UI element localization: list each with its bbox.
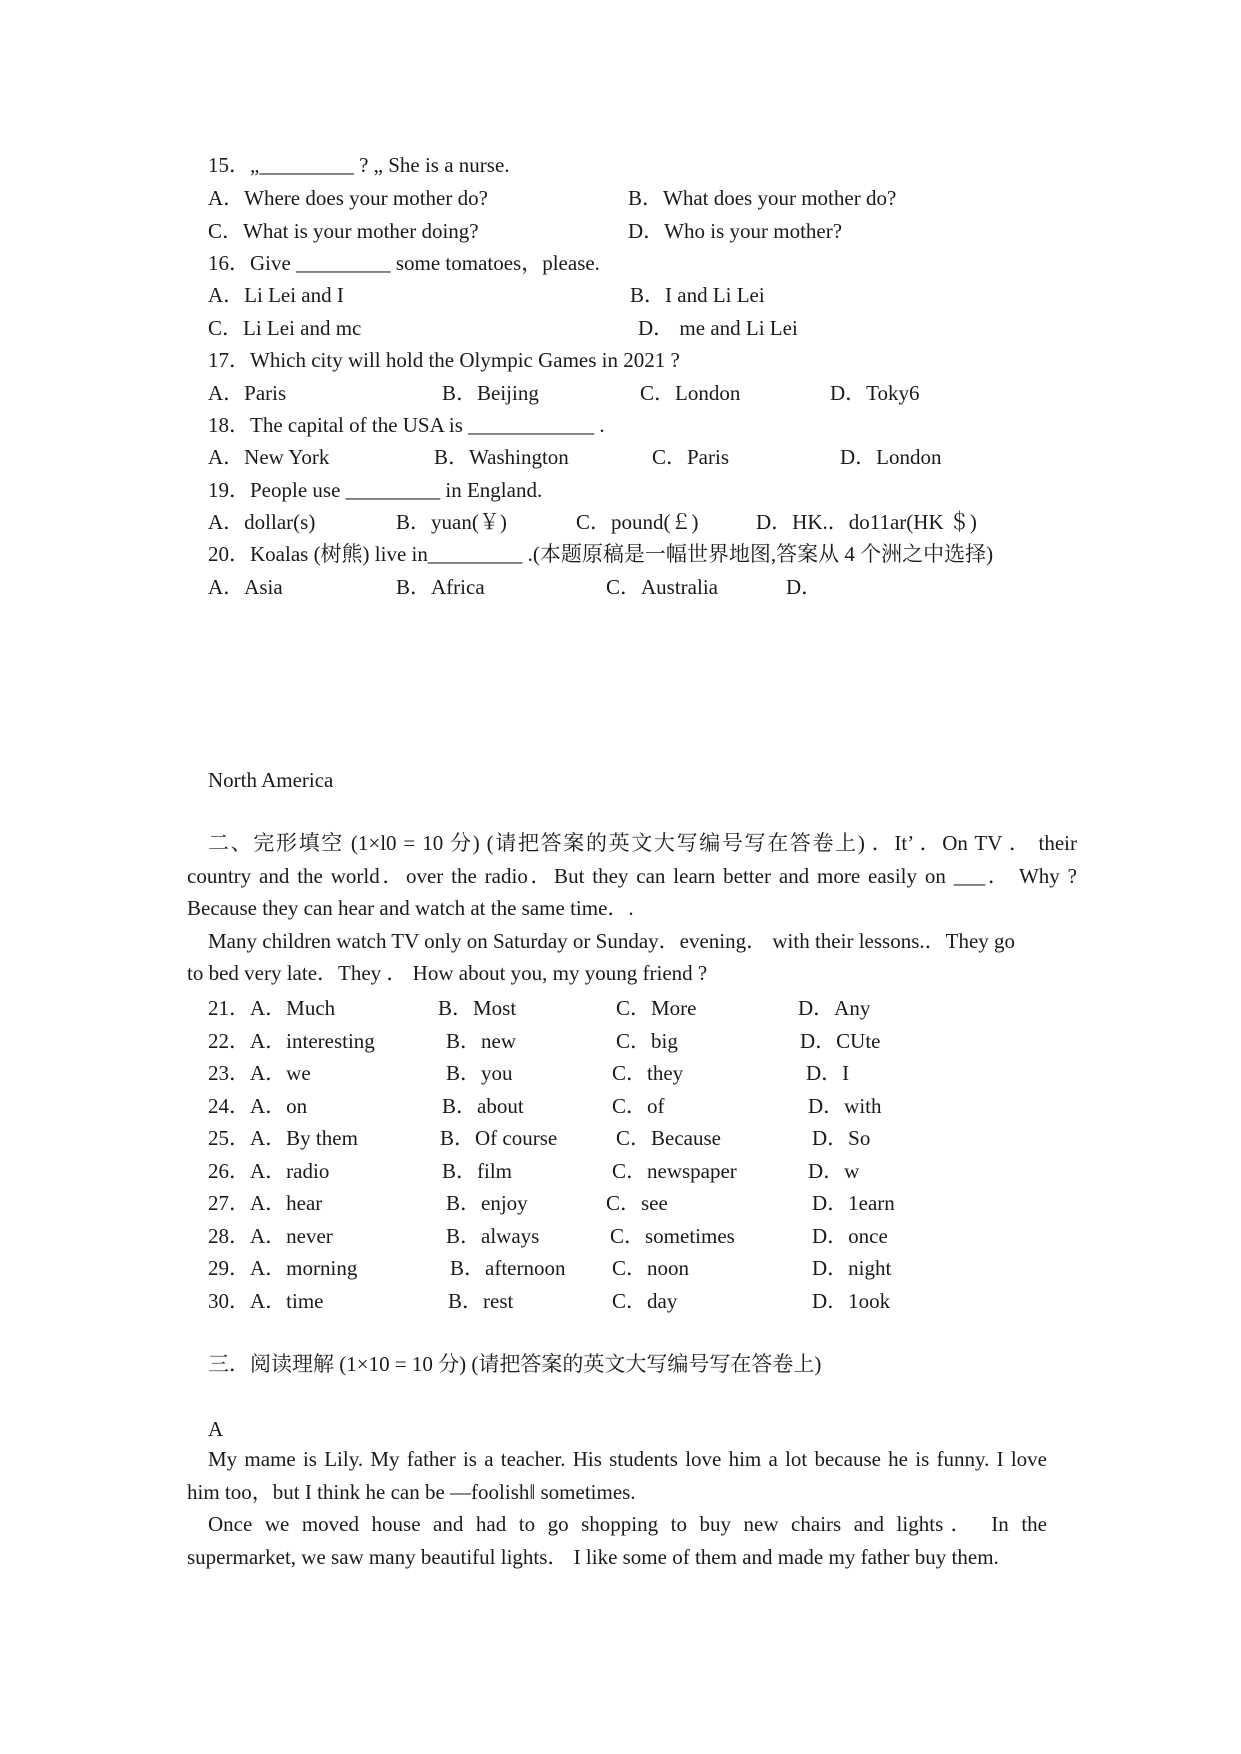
- option-c: C．More: [616, 996, 697, 1020]
- passage-p1-line-2: him too，but I think he can be —foolish‖ sometimes.: [187, 1479, 636, 1504]
- option-a: 26．A．radio: [208, 1159, 330, 1183]
- q19-option-a: A．dollar(s): [208, 510, 316, 534]
- q20-option-c: C．Australia: [606, 575, 718, 599]
- option-b: B．you: [446, 1061, 513, 1085]
- option-d: D．So: [812, 1126, 871, 1150]
- option-b: B．new: [446, 1029, 516, 1053]
- option-c: C．Because: [616, 1126, 721, 1150]
- option-b: B．about: [442, 1094, 524, 1118]
- option-a: 27．A．hear: [208, 1191, 323, 1215]
- q15-stem: 15．„_________ ? „ She is a nurse.: [208, 153, 510, 177]
- q15-option-b: B．What does your mother do?: [628, 186, 897, 210]
- option-a: 25．A．By them: [208, 1126, 358, 1150]
- option-a: 22．A．interesting: [208, 1029, 375, 1053]
- q16-option-a: A．Li Lei and I: [208, 283, 344, 307]
- cloze-option-row: [0, 1255, 1241, 1281]
- option-b: B．afternoon: [450, 1256, 566, 1280]
- option-d: D．night: [812, 1256, 892, 1280]
- q17-option-d: D．Toky6: [830, 381, 920, 405]
- q20-stem: 20．Koalas (树熊) live in_________ .(本题原稿是一幅世界地图,答案从 4 个洲之中选择): [208, 542, 994, 566]
- option-a: 23．A．we: [208, 1061, 311, 1085]
- q17-stem: 17．Which city will hold the Olympic Games in 2021 ?: [208, 348, 680, 372]
- cloze-option-row: [0, 995, 1241, 1021]
- option-c: C．see: [606, 1191, 668, 1215]
- option-c: C．of: [612, 1094, 665, 1118]
- cloze-option-row: [0, 1288, 1241, 1314]
- q20-option-a: A．Asia: [208, 575, 283, 599]
- option-b: B．always: [446, 1224, 540, 1248]
- q18-option-d: D．London: [840, 445, 942, 469]
- option-a: 30．A．time: [208, 1289, 324, 1313]
- q18-option-c: C．Paris: [652, 445, 730, 469]
- option-a: 24．A．on: [208, 1094, 308, 1118]
- section2-heading: 二、完形填空 (1×l0 = 10 分) (请把答案的英文大写编号写在答卷上) ．It’ ．On TV ． their: [208, 831, 1077, 855]
- cloze-option-row: [0, 1190, 1241, 1216]
- q15-option-c: C．What is your mother doing?: [208, 219, 479, 243]
- q16-option-c: C．Li Lei and mc: [208, 316, 362, 340]
- option-a: 29．A．morning: [208, 1256, 358, 1280]
- option-c: C．they: [612, 1061, 684, 1085]
- option-c: C．day: [612, 1289, 678, 1313]
- cloze-option-row: [0, 1060, 1241, 1086]
- cloze-option-row: [0, 1223, 1241, 1249]
- q19-stem: 19．People use _________ in England.: [208, 478, 543, 502]
- q18-option-a: A．New York: [208, 445, 330, 469]
- q19-option-c: C．pound(￡): [576, 510, 699, 534]
- option-a: 28．A．never: [208, 1224, 333, 1248]
- option-d: D．CUte: [800, 1029, 881, 1053]
- option-b: B．film: [442, 1159, 513, 1183]
- cloze-option-row: [0, 1125, 1241, 1151]
- option-c: C．big: [616, 1029, 678, 1053]
- option-b: B．Most: [438, 996, 517, 1020]
- option-b: B．enjoy: [446, 1191, 528, 1215]
- q16-option-d: D． me and Li Lei: [638, 316, 798, 340]
- option-c: C．noon: [612, 1256, 690, 1280]
- option-d: D．1earn: [812, 1191, 895, 1215]
- cloze-option-row: [0, 1158, 1241, 1184]
- option-b: B．Of course: [440, 1126, 558, 1150]
- option-d: D．with: [808, 1094, 882, 1118]
- q15-option-a: A．Where does your mother do?: [208, 186, 488, 210]
- passage-p1-line-1: My mame is Lily. My father is a teacher. His students love him a lot because he is funny. I love: [208, 1447, 1047, 1471]
- q20-option-b: B．Africa: [396, 575, 485, 599]
- cloze-line-5: to bed very late．They ． How about you, my young friend ?: [187, 961, 708, 985]
- option-d: D．I: [806, 1061, 850, 1085]
- q20-option-d: D．: [786, 575, 823, 599]
- passage-p2-line-1: Once we moved house and had to go shopping to buy new chairs and lights． In the: [208, 1512, 1047, 1536]
- option-b: B．rest: [448, 1289, 514, 1313]
- option-a: 21．A．Much: [208, 996, 336, 1020]
- q19-option-b: B．yuan(￥): [396, 510, 507, 534]
- q15-option-d: D．Who is your mother?: [628, 219, 843, 243]
- option-c: C．newspaper: [612, 1159, 737, 1183]
- cloze-option-row: [0, 1028, 1241, 1054]
- q17-option-c: C．London: [640, 381, 741, 405]
- option-d: D．Any: [798, 996, 871, 1020]
- q16-option-b: B．I and Li Lei: [630, 283, 765, 307]
- q19-option-d: D．HK.．do11ar(HK ＄): [756, 510, 977, 534]
- passage-p2-line-2: supermarket, we saw many beautiful lights． I like some of them and made my father buy them.: [187, 1544, 999, 1569]
- reading-passage: [187, 1443, 1047, 1573]
- cloze-line-4: Many children watch TV only on Saturday or Sunday．evening． with their lessons.．They go: [208, 928, 1016, 953]
- q18-option-b: B．Washington: [434, 445, 569, 469]
- q17-option-b: B．Beijing: [442, 381, 539, 405]
- option-d: D．1ook: [812, 1289, 891, 1313]
- cloze-line-3: Because they can hear and watch at the same time．.: [187, 896, 634, 920]
- passage-label: A: [208, 1417, 224, 1441]
- cloze-option-row: [0, 1093, 1241, 1119]
- option-d: D．w: [808, 1159, 860, 1183]
- q17-option-a: A．Paris: [208, 381, 287, 405]
- q18-stem: 18．The capital of the USA is ____________ .: [208, 413, 605, 437]
- option-d: D．once: [812, 1224, 888, 1248]
- cloze-passage: [187, 827, 1077, 990]
- cloze-line-2: country and the world．over the radio．But they can learn better and more easily on ___． Why ?: [187, 863, 1077, 888]
- q16-stem: 16．Give _________ some tomatoes，please.: [208, 251, 600, 275]
- section3-heading: 三．阅读理解 (1×10 = 10 分) (请把答案的英文大写编号写在答卷上): [208, 1352, 822, 1376]
- option-c: C．sometimes: [610, 1224, 735, 1248]
- q20-option-d-text: North America: [208, 768, 334, 792]
